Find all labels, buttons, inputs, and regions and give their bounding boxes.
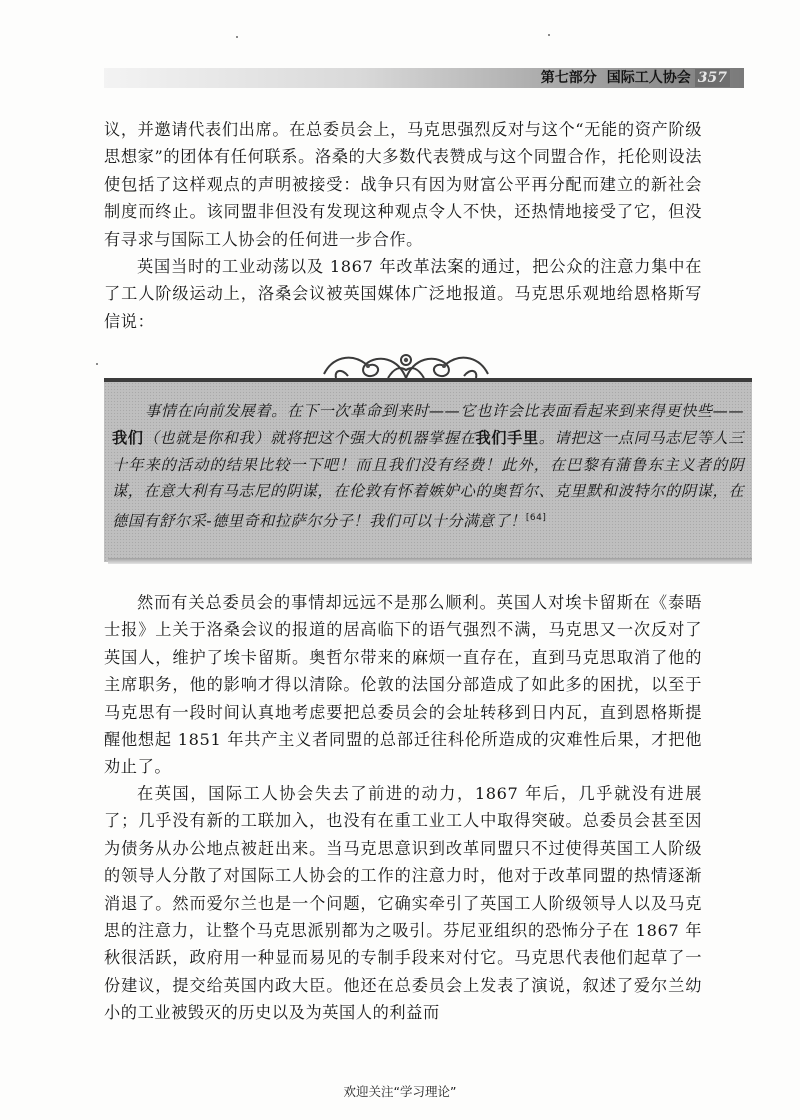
paragraph-4: 在英国，国际工人协会失去了前进的动力，1867 年后，几乎就没有进展了；几乎没有新的工联加入，也没有在重工业工人中取得突破。总委员会甚至因为债务从办公地点被赶出来。当马克思意识到改革同盟只不过使得英国工人阶级的领导人分散了对国际工人协会的工作的注意力时，他对于改革同盟的热情逐渐消退了。然而爱尔兰也是一个问题，它确实牵引了英国工人阶级领导人以及马克思的注意力，让整个马克思派别都为之吸引。芬尼亚组织的恐怖分子在 1867 年秋很活跃，政府用一种显而易见的专制手段来对付它。马克思代表他们起草了一份建议，提交给英国内政大臣。他还在总委员会上发表了演说，叙述了爱尔兰幼小的工业被毁灭的历史以及为英国人的利益而 — [104, 784, 702, 1023]
scan-speck — [96, 363, 98, 365]
quote-part-3: 。请把这一点同马志尼等人三十年来的活动的结果比较一下吧！而且我们没有经费！此外，在巴黎有蒲鲁东主义者的阴谋，在意大利有马志尼的阴谋，在伦敦有怀着嫉妒心的奥哲尔、克里默和波特尔的阴谋，在德国有舒尔采-德里奇和拉萨尔分子！我们可以十分满意了！ — [112, 428, 745, 531]
header-part: 第七部分 — [540, 70, 597, 86]
page-footer: 欢迎关注“学习理论” — [343, 1084, 457, 1099]
footnote-marker: [64] — [525, 513, 547, 524]
quote-box-shadow — [108, 558, 752, 564]
scan-speck — [236, 36, 238, 38]
quote-part-1: 事情在向前发展着。在下一次革命到来时——它也许会比表面看起来到来得更快些—— — [145, 402, 744, 420]
block-quote — [112, 398, 744, 535]
scan-speck — [548, 34, 550, 36]
header-section: 国际工人协会 — [606, 70, 691, 86]
running-header — [541, 69, 730, 87]
paragraph-3: 然而有关总委员会的事情却远远不是那么顺利。英国人对埃卡留斯在《泰晤士报》上关于洛桑会议的报道的居高临下的语气强烈不满，马克思又一次反对了英国人，维护了埃卡留斯。奥哲尔带来的麻烦一直存在，直到马克思取消了他的主席职务，他的影响才得以清除。伦敦的法国分部造成了如此多的困扰，以至于马克思有一段时间认真地考虑要把总委员会的会址转移到日内瓦，直到恩格斯提醒他想起 1851 年共产主义者同盟的总部迁往科伦所造成的灾难性后果，才把他劝止了。 — [104, 593, 702, 777]
paragraph-2: 英国当时的工业动荡以及 1867 年改革法案的通过，把公众的注意力集中在了工人阶级运动上，洛桑会议被英国媒体广泛地报道。马克思乐观地给恩格斯写信说： — [104, 257, 702, 331]
paragraph-1: 议，并邀请代表们出席。在总委员会上，马克思强烈反对与这个“无能的资产阶级思想家”的团体有任何联系。洛桑的大多数代表赞成与这个同盟合作，托伦则设法使包括了这样观点的声明被接受：战争只有因为财富公平再分配而建立的新社会制度而终止。该同盟非但没有发现这种观点令人不快，还热情地接受了它，但没有寻求与国际工人协会的任何进一步合作。 — [104, 120, 702, 249]
quote-part-2: （也就是你和我）就将把这个强大的机器掌握在 — [143, 428, 476, 447]
quote-bold-2: 我们手里 — [475, 428, 539, 447]
quote-bold-1: 我们 — [112, 428, 144, 447]
page-number: 357 — [695, 69, 730, 87]
